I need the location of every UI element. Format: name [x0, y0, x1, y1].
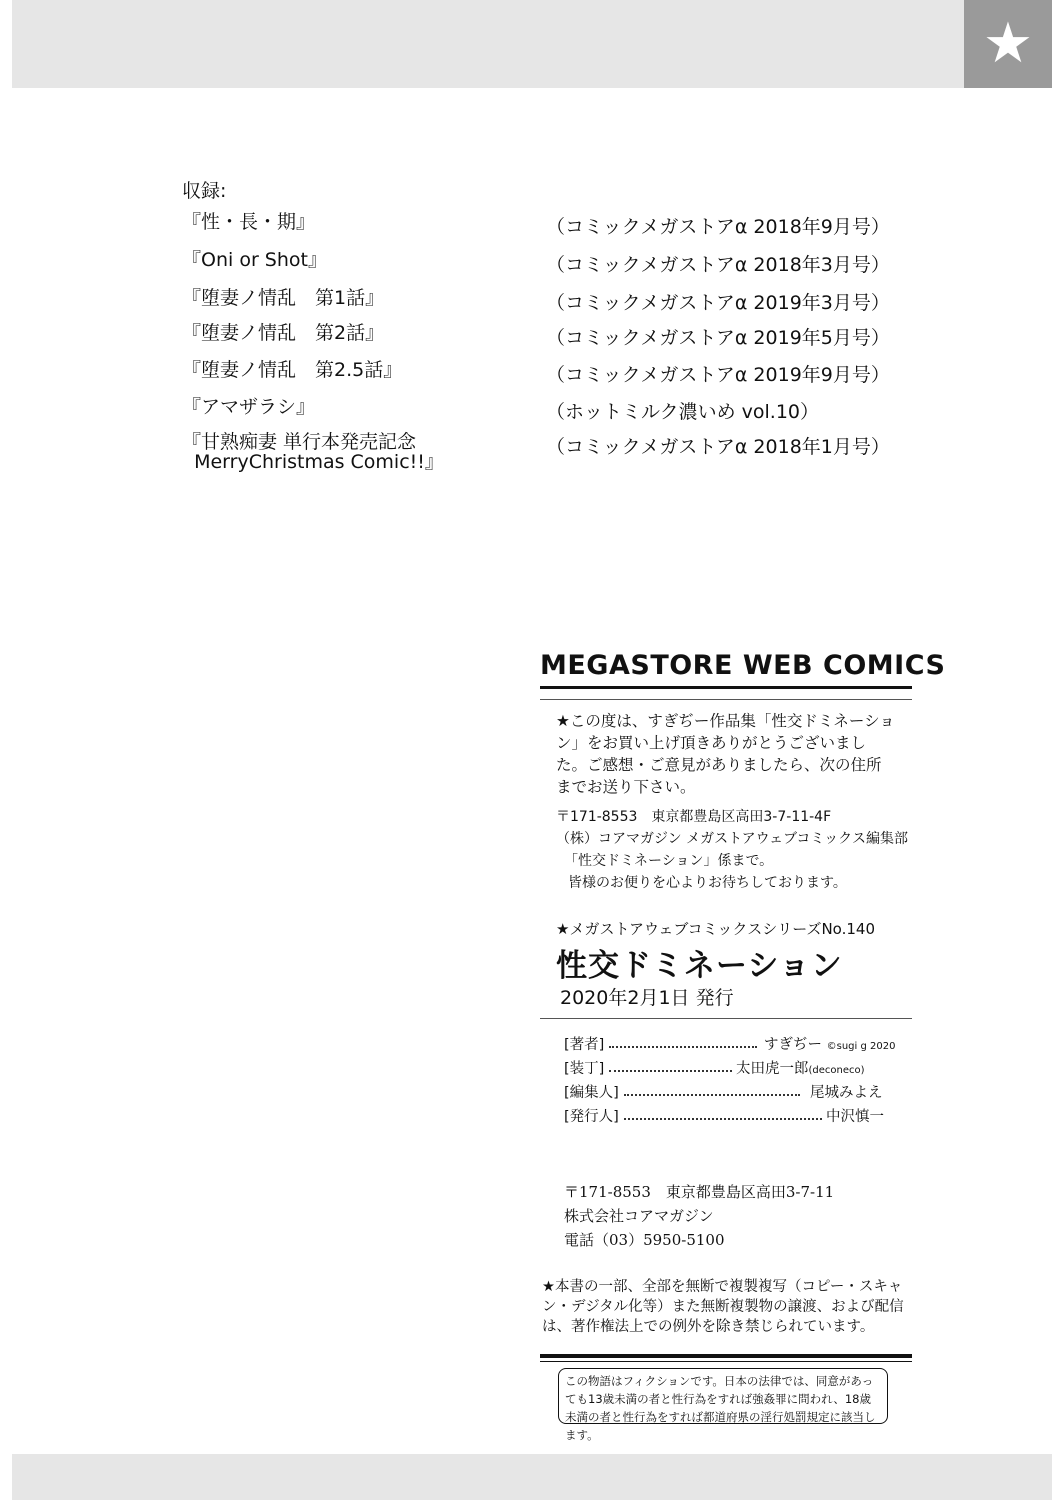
contents-title: 『甘熟痴妻 単行本発売記念 MerryChristmas Comic!!』	[182, 431, 444, 473]
book-title: 性交ドミネーション	[556, 948, 843, 984]
brand-title: MEGASTORE WEB COMICS	[540, 650, 946, 681]
editorial-address	[556, 806, 908, 894]
contents-source: （ホットミルク濃いめ vol.10）	[546, 401, 820, 423]
credits	[564, 1033, 904, 1129]
credit-label: [編集人]	[564, 1085, 619, 1101]
brand-underline	[540, 686, 912, 689]
address-line: （株）コアマガジン メガストアウェブコミックス編集部	[556, 831, 908, 847]
leader-dots	[609, 1070, 732, 1072]
top-gray-band	[12, 0, 1052, 88]
copyright-notice: ★本書の一部、全部を無断で複製複写（コピー・スキャン・デジタル化等）また無断複製物の譲渡、および配信は、著作権法上での例外を除き禁じられています。	[542, 1279, 904, 1335]
credit-row-author	[564, 1033, 904, 1057]
contents-source: （コミックメガストアα 2019年9月号）	[546, 364, 890, 386]
credit-row-publisher	[564, 1105, 904, 1129]
series-number: ★メガストアウェブコミックスシリーズNo.140	[556, 920, 875, 938]
credit-row-editor	[564, 1081, 904, 1105]
credit-name: 尾城みよえ	[810, 1085, 883, 1101]
address-line: 〒171-8553 東京都豊島区高田3-7-11-4F	[556, 809, 832, 825]
credit-label: [装丁]	[564, 1061, 605, 1077]
fiction-disclaimer: この物語はフィクションです。日本の法律では、同意があっても13歳未満の者と性行為をすれば強姦罪に問われ、18歳未満の者と性行為をすれば都道府県の淫行処罰規定に該当します。	[558, 1368, 888, 1424]
credit-note: (deconeco)	[808, 1065, 865, 1076]
contents-title: 『堕妻ノ情乱 第1話』	[182, 287, 385, 309]
contents-source: （コミックメガストアα 2019年3月号）	[546, 292, 890, 314]
contents-source: （コミックメガストアα 2018年9月号）	[546, 216, 890, 238]
contents-title: 『アマザラシ』	[182, 396, 316, 418]
contents-source: （コミックメガストアα 2018年3月号）	[546, 254, 890, 276]
notice-divider	[540, 699, 912, 700]
bottom-gray-band	[12, 1454, 1052, 1500]
credits-divider	[540, 1018, 912, 1019]
credit-label: [著者]	[564, 1037, 605, 1053]
publication-date: 2020年2月1日 発行	[560, 987, 734, 1009]
contents-title: 『堕妻ノ情乱 第2話』	[182, 322, 385, 344]
address-line: 皆様のお便りを心よりお待ちしております。	[568, 875, 847, 891]
contents-title: 『堕妻ノ情乱 第2.5話』	[182, 359, 403, 381]
address-line: 「性交ドミネーション」係まで。	[564, 853, 774, 869]
reader-notice: ★この度は、すぎぢー作品集「性交ドミネーション」をお買い上げ頂きありがとうございました。ご感想・ご意見がありましたら、次の住所までお送り下さい。	[556, 712, 895, 796]
publisher-info	[564, 1180, 834, 1252]
contents-source: （コミックメガストアα 2018年1月号）	[546, 436, 890, 458]
footer-rule-thin	[540, 1361, 912, 1362]
credit-name: すぎぢー ©sugi g 2020	[764, 1037, 896, 1053]
leader-dots	[624, 1118, 822, 1120]
publisher-line: 〒171-8553 東京都豊島区高田3-7-11	[564, 1183, 835, 1201]
leader-dots	[609, 1046, 757, 1048]
publisher-line: 株式会社コアマガジン	[564, 1207, 714, 1225]
star-icon: ★	[964, 0, 1052, 88]
credit-note: ©sugi g 2020	[826, 1041, 896, 1052]
contents-title: 『Oni or Shot』	[182, 249, 327, 271]
credit-name: 太田虎一郎(deconeco)	[736, 1061, 865, 1077]
contents-source: （コミックメガストアα 2019年5月号）	[546, 327, 890, 349]
footer-rule-thick	[540, 1354, 912, 1358]
contents-heading: 収録:	[182, 180, 227, 202]
credit-row-design	[564, 1057, 904, 1081]
credit-label: [発行人]	[564, 1109, 619, 1125]
credit-name: 中沢慎一	[826, 1109, 884, 1125]
publisher-line: 電話（03）5950-5100	[564, 1231, 725, 1249]
leader-dots	[624, 1094, 800, 1096]
contents-title: 『性・長・期』	[182, 211, 316, 233]
